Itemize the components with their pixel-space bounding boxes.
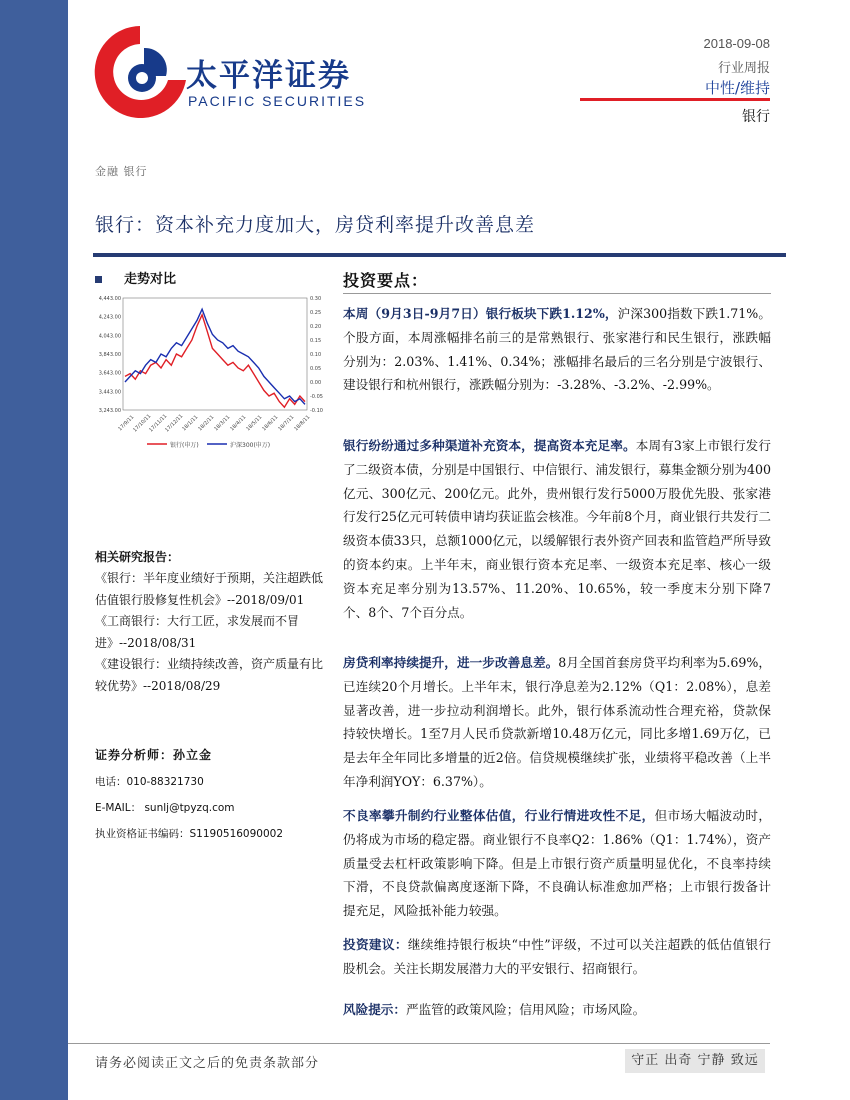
paragraph-risk-warning: 风险提示：严监管的政策风险；信用风险；市场风险。 [343, 1002, 646, 1017]
related-reports-list [95, 568, 325, 698]
left-tick-label: 3,843.00 [98, 352, 121, 358]
x-tick-label: 18/1/11 [181, 414, 200, 433]
footer-disclaimer: 请务必阅读正文之后的免责条款部分 [95, 1056, 320, 1071]
left-tick-label: 3,643.00 [98, 370, 121, 377]
sector-label: 银行 [742, 109, 770, 125]
chart-legend [147, 441, 270, 449]
paragraph-npl-ratio: 不良率攀升制约行业整体估值，行业行情进攻性不足，但市场大幅波动时，仍将成为市场的稳定器。商业银行不良率Q2：1.86%（Q1：1.74%），资产质量受去杠杆政策影响下降。但是上市银行资产质量明显优化，不良率持续下滑，不良贷款偏离度逐渐下降，不良确认标准愈加严格；上市银行拨备计提充足，风险抵补能力较强。 [343, 808, 772, 919]
x-tick-label: 17/12/11 [164, 413, 185, 434]
right-tick-label: 0.00 [310, 380, 322, 386]
x-tick-label: 18/6/11 [261, 414, 280, 433]
related-report-link[interactable]: 《银行：半年度业绩好于预期，关注超跌低估值银行股修复性机会》--2018/09/01 [95, 571, 324, 607]
footer-divider [68, 1043, 770, 1044]
right-axis [310, 296, 323, 414]
paragraph-investment-advice: 投资建议：继续维持银行板块“中性”评级，不过可以关注超跌的低估值银行股机会。关注长期发展潜力大的平安银行、招商银行。 [343, 937, 771, 976]
paragraph-mortgage-rate: 房贷利率持续提升，进一步改善息差。8月全国首套房贷平均利率为5.69%，已连续20个月增长。上半年末，银行净息差为2.12%（Q1：2.08%），息差显著改善，进一步拉动利润增长。此外，银行体系流动性合理充裕，贷款保持较快增长。1至7月人民币贷款新增10.48万亿元，同比多增1.69万亿，已是去年全年同比多增量的近2倍。信贷规模继续扩张，业绩将平稳改善（上半年净利润YOY：6.37%）。 [343, 655, 771, 789]
right-tick-label: 0.30 [310, 296, 322, 302]
x-tick-label: 18/2/11 [197, 414, 216, 433]
analyst-email[interactable]: E-MAIL： sunlj@tpyzq.com [95, 802, 235, 814]
right-tick-label: -0.05 [310, 394, 323, 400]
footer-motto: 守正 出奇 宁静 致远 [625, 1049, 765, 1073]
legend-label-hs300: 沪深300(申万) [230, 442, 271, 449]
trend-heading: 走势对比 [95, 268, 320, 287]
page-title: 银行：资本补充力度加大，房贷利率提升改善息差 [95, 214, 536, 236]
left-sidebar-band [0, 0, 68, 1100]
left-tick-label: 4,043.00 [98, 333, 121, 340]
series-line-1 [125, 309, 305, 404]
x-tick-label: 17/10/11 [132, 413, 153, 434]
category-breadcrumb: 金融 银行 [95, 165, 148, 178]
x-tick-label: 18/7/11 [277, 414, 296, 433]
right-tick-label: -0.10 [310, 408, 323, 414]
rating-label: 中性/维持 [704, 79, 770, 97]
analyst-cert: 执业资格证书编码：S1190516090002 [95, 828, 284, 840]
left-tick-label: 4,443.00 [98, 296, 121, 302]
main-heading-divider [343, 293, 771, 294]
x-tick-label: 18/3/11 [213, 414, 232, 433]
related-report-link[interactable]: 《建设银行：业绩持续改善，资产质量有比较优势》--2018/08/29 [95, 657, 324, 693]
analyst-heading: 证券分析师：孙立金 [95, 748, 213, 762]
right-tick-label: 0.15 [310, 338, 322, 344]
right-tick-label: 0.25 [310, 310, 322, 316]
header-red-rule [580, 98, 770, 101]
square-bullet-icon [95, 276, 102, 283]
report-date: 2018-09-08 [703, 36, 770, 51]
x-tick-label: 18/5/11 [245, 414, 264, 433]
left-tick-label: 3,243.00 [98, 408, 121, 414]
x-tick-label: 18/4/11 [229, 414, 248, 433]
left-tick-label: 3,443.00 [98, 389, 121, 396]
investment-points-heading: 投资要点： [343, 271, 429, 290]
related-report-link[interactable]: 《工商银行：大行工匠，求发展而不冒进》--2018/08/31 [95, 614, 300, 650]
logo-en-text: PACIFIC SECURITIES [188, 93, 367, 109]
x-axis [117, 413, 311, 433]
right-tick-label: 0.05 [310, 366, 322, 372]
left-tick-label: 4,243.00 [98, 314, 121, 321]
x-tick-label: 18/8/11 [293, 414, 312, 433]
paragraph-capital-replenish: 银行纷纷通过多种渠道补充资本，提高资本充足率。本周有3家上市银行发行了二级资本债，分别是中国银行、中信银行、浦发银行，募集金额分别为400亿元、300亿元、200亿元。此外，贵州银行发行5000万股优先股、张家港行发行25亿元可转债申请均获证监会核准。今年前8个月，商业银行共发行二级资本债33只，总额1000亿元，以缓解银行表外资产回表和监管趋严所导致的资本约束。上半年末，商业银行资本充足率、一级资本充足率、核心一级资本充足率分别为13.57%、11.20%、10.65%，较一季度末分别下降7个、8个、7个百分点。 [343, 438, 771, 620]
title-divider [93, 253, 786, 257]
x-tick-label: 17/9/11 [117, 414, 136, 433]
report-type: 行业周报 [717, 61, 770, 76]
analyst-phone: 电话：010-88321730 [95, 776, 204, 788]
paragraph-weekly-performance: 本周（9月3日-9月7日）银行板块下跌1.12%，沪深300指数下跌1.71%。个股方面，本周涨幅排名前三的是常熟银行、张家港行和民生银行，涨跌幅分别为：2.03%、1.41%、0.34%；涨幅排名最后的三名分别是宁波银行、建设银行和杭州银行，涨跌幅分别为：-3.28%、-3.2%、-2.99%。 [343, 306, 772, 393]
logo-cn-text: 太平洋证券 [186, 58, 351, 94]
related-reports-heading: 相关研究报告： [95, 550, 180, 564]
legend-label-bank: 银行(申万) [170, 442, 199, 449]
trend-chart [95, 292, 335, 462]
right-tick-label: 0.20 [310, 324, 322, 330]
left-axis [99, 296, 121, 414]
right-tick-label: 0.10 [310, 352, 322, 358]
main-section [343, 268, 771, 291]
x-tick-label: 17/11/11 [148, 413, 169, 434]
trend-section [95, 262, 320, 287]
